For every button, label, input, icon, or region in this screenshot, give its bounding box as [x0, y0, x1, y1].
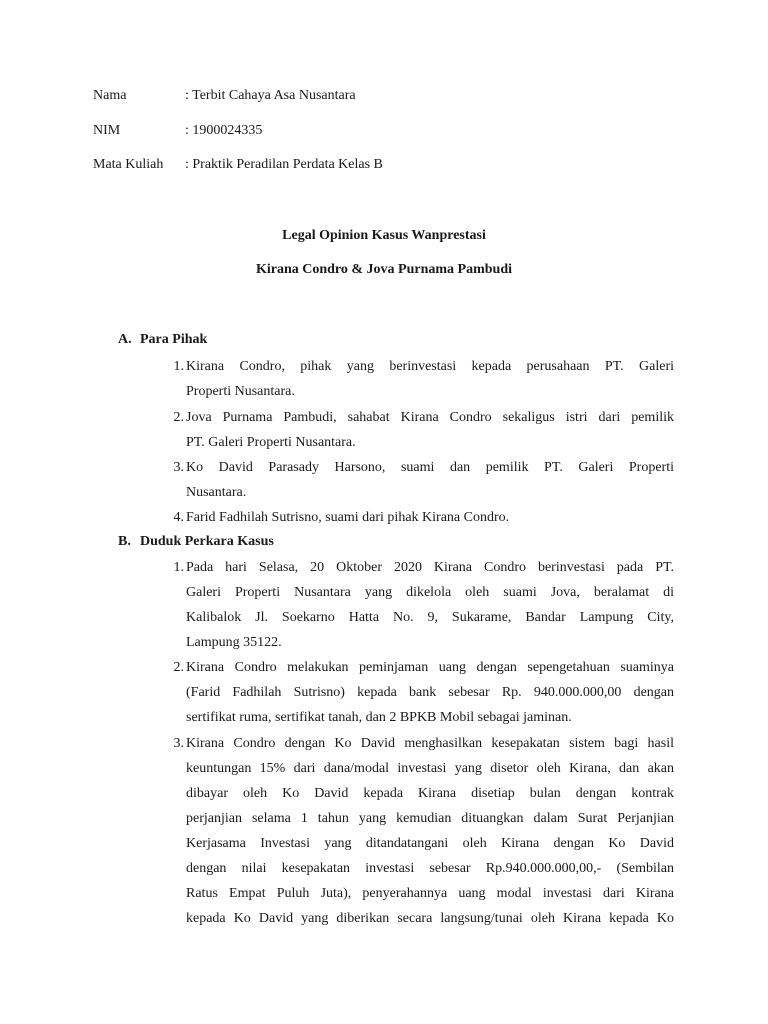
nama-label: Nama: [93, 88, 127, 103]
list-item-line: Ko David Parasady Harsono, suami dan pemilik PT. Galeri Properti: [186, 460, 674, 475]
document-title: Legal Opinion Kasus Wanprestasi: [282, 228, 486, 243]
list-item-line: Kirana Condro dengan Ko David menghasilkan kesepakatan sistem bagi hasil: [186, 736, 674, 751]
list-item-line: dengan nilai kesepakatan investasi sebesar Rp.940.000.000,00,- (Sembilan: [186, 861, 674, 876]
list-item-number: 2.: [173, 660, 184, 675]
document-subtitle: Kirana Condro & Jova Purnama Pambudi: [255, 262, 513, 277]
list-item: [158, 505, 674, 530]
list-item-number: 2.: [173, 410, 184, 425]
list-item-line: Kirana Condro, pihak yang berinvestasi kepada perusahaan PT. Galeri: [186, 359, 674, 374]
list-item-line: Kirana Condro melakukan peminjaman uang dengan sepengetahuan suaminya: [186, 660, 674, 675]
list-item-line: PT. Galeri Properti Nusantara.: [186, 435, 356, 450]
list-item-line: sertifikat ruma, sertifikat tanah, dan 2 BPKB Mobil sebagai jaminan.: [186, 710, 572, 725]
list-item-number: 1.: [173, 560, 184, 575]
list-item-number: 3.: [173, 460, 184, 475]
list-item-line: kepada Ko David yang diberikan secara langsung/tunai oleh Kirana kepada Ko: [186, 911, 674, 926]
mata-kuliah-value: : Praktik Peradilan Perdata Kelas B: [185, 157, 383, 172]
section-a-letter: A.: [118, 332, 132, 347]
list-item: [158, 655, 674, 730]
section-b-title: Duduk Perkara Kasus: [140, 534, 274, 549]
nim-label: NIM: [93, 123, 121, 138]
list-item-line: Nusantara.: [186, 485, 247, 500]
list-item-line: Kerjasama Investasi yang ditandatangani oleh Kirana dengan Ko David: [186, 836, 674, 851]
list-item-line: dibayar oleh Ko David kepada Kirana disetiap bulan dengan kontrak: [186, 786, 674, 801]
list-item-line: Pada hari Selasa, 20 Oktober 2020 Kirana Condro berinvestasi pada PT.: [186, 560, 674, 575]
nama-value: : Terbit Cahaya Asa Nusantara: [185, 88, 356, 103]
list-item-line: perjanjian selama 1 tahun yang kemudian dituangkan dalam Surat Perjanjian: [186, 811, 674, 826]
list-item-line: Ratus Empat Puluh Juta), penyerahannya uang modal investasi dari Kirana: [186, 886, 674, 901]
list-item-number: 3.: [173, 736, 184, 751]
list-item-line: (Farid Fadhilah Sutrisno) kepada bank sebesar Rp. 940.000.000,00 dengan: [186, 685, 674, 700]
list-item-line: keuntungan 15% dari dana/modal investasi yang disetor oleh Kirana, dan akan: [186, 761, 674, 776]
list-item-line: Farid Fadhilah Sutrisno, suami dari pihak Kirana Condro.: [186, 510, 510, 525]
list-item: [158, 405, 674, 455]
section-b-heading: [118, 532, 274, 552]
section-a-title: Para Pihak: [140, 332, 208, 347]
list-item: [158, 731, 674, 931]
list-item: [158, 455, 674, 505]
section-b-letter: B.: [118, 534, 131, 549]
list-item: [158, 555, 674, 655]
list-item-line: Properti Nusantara.: [186, 384, 295, 399]
nim-value: : 1900024335: [185, 123, 263, 138]
list-item-number: 1.: [173, 359, 184, 374]
list-item-line: Lampung 35122.: [186, 635, 282, 650]
list-item-line: Galeri Properti Nusantara yang dikelola oleh suami Jova, beralamat di: [186, 585, 674, 600]
list-item-number: 4.: [173, 510, 184, 525]
list-item: [158, 354, 674, 404]
list-item-line: Kalibalok Jl. Soekarno Hatta No. 9, Sukarame, Bandar Lampung City,: [186, 610, 674, 625]
section-a-heading: [118, 330, 207, 350]
list-item-line: Jova Purnama Pambudi, sahabat Kirana Condro sekaligus istri dari pemilik: [186, 410, 674, 425]
mata-kuliah-label: Mata Kuliah: [93, 157, 164, 172]
